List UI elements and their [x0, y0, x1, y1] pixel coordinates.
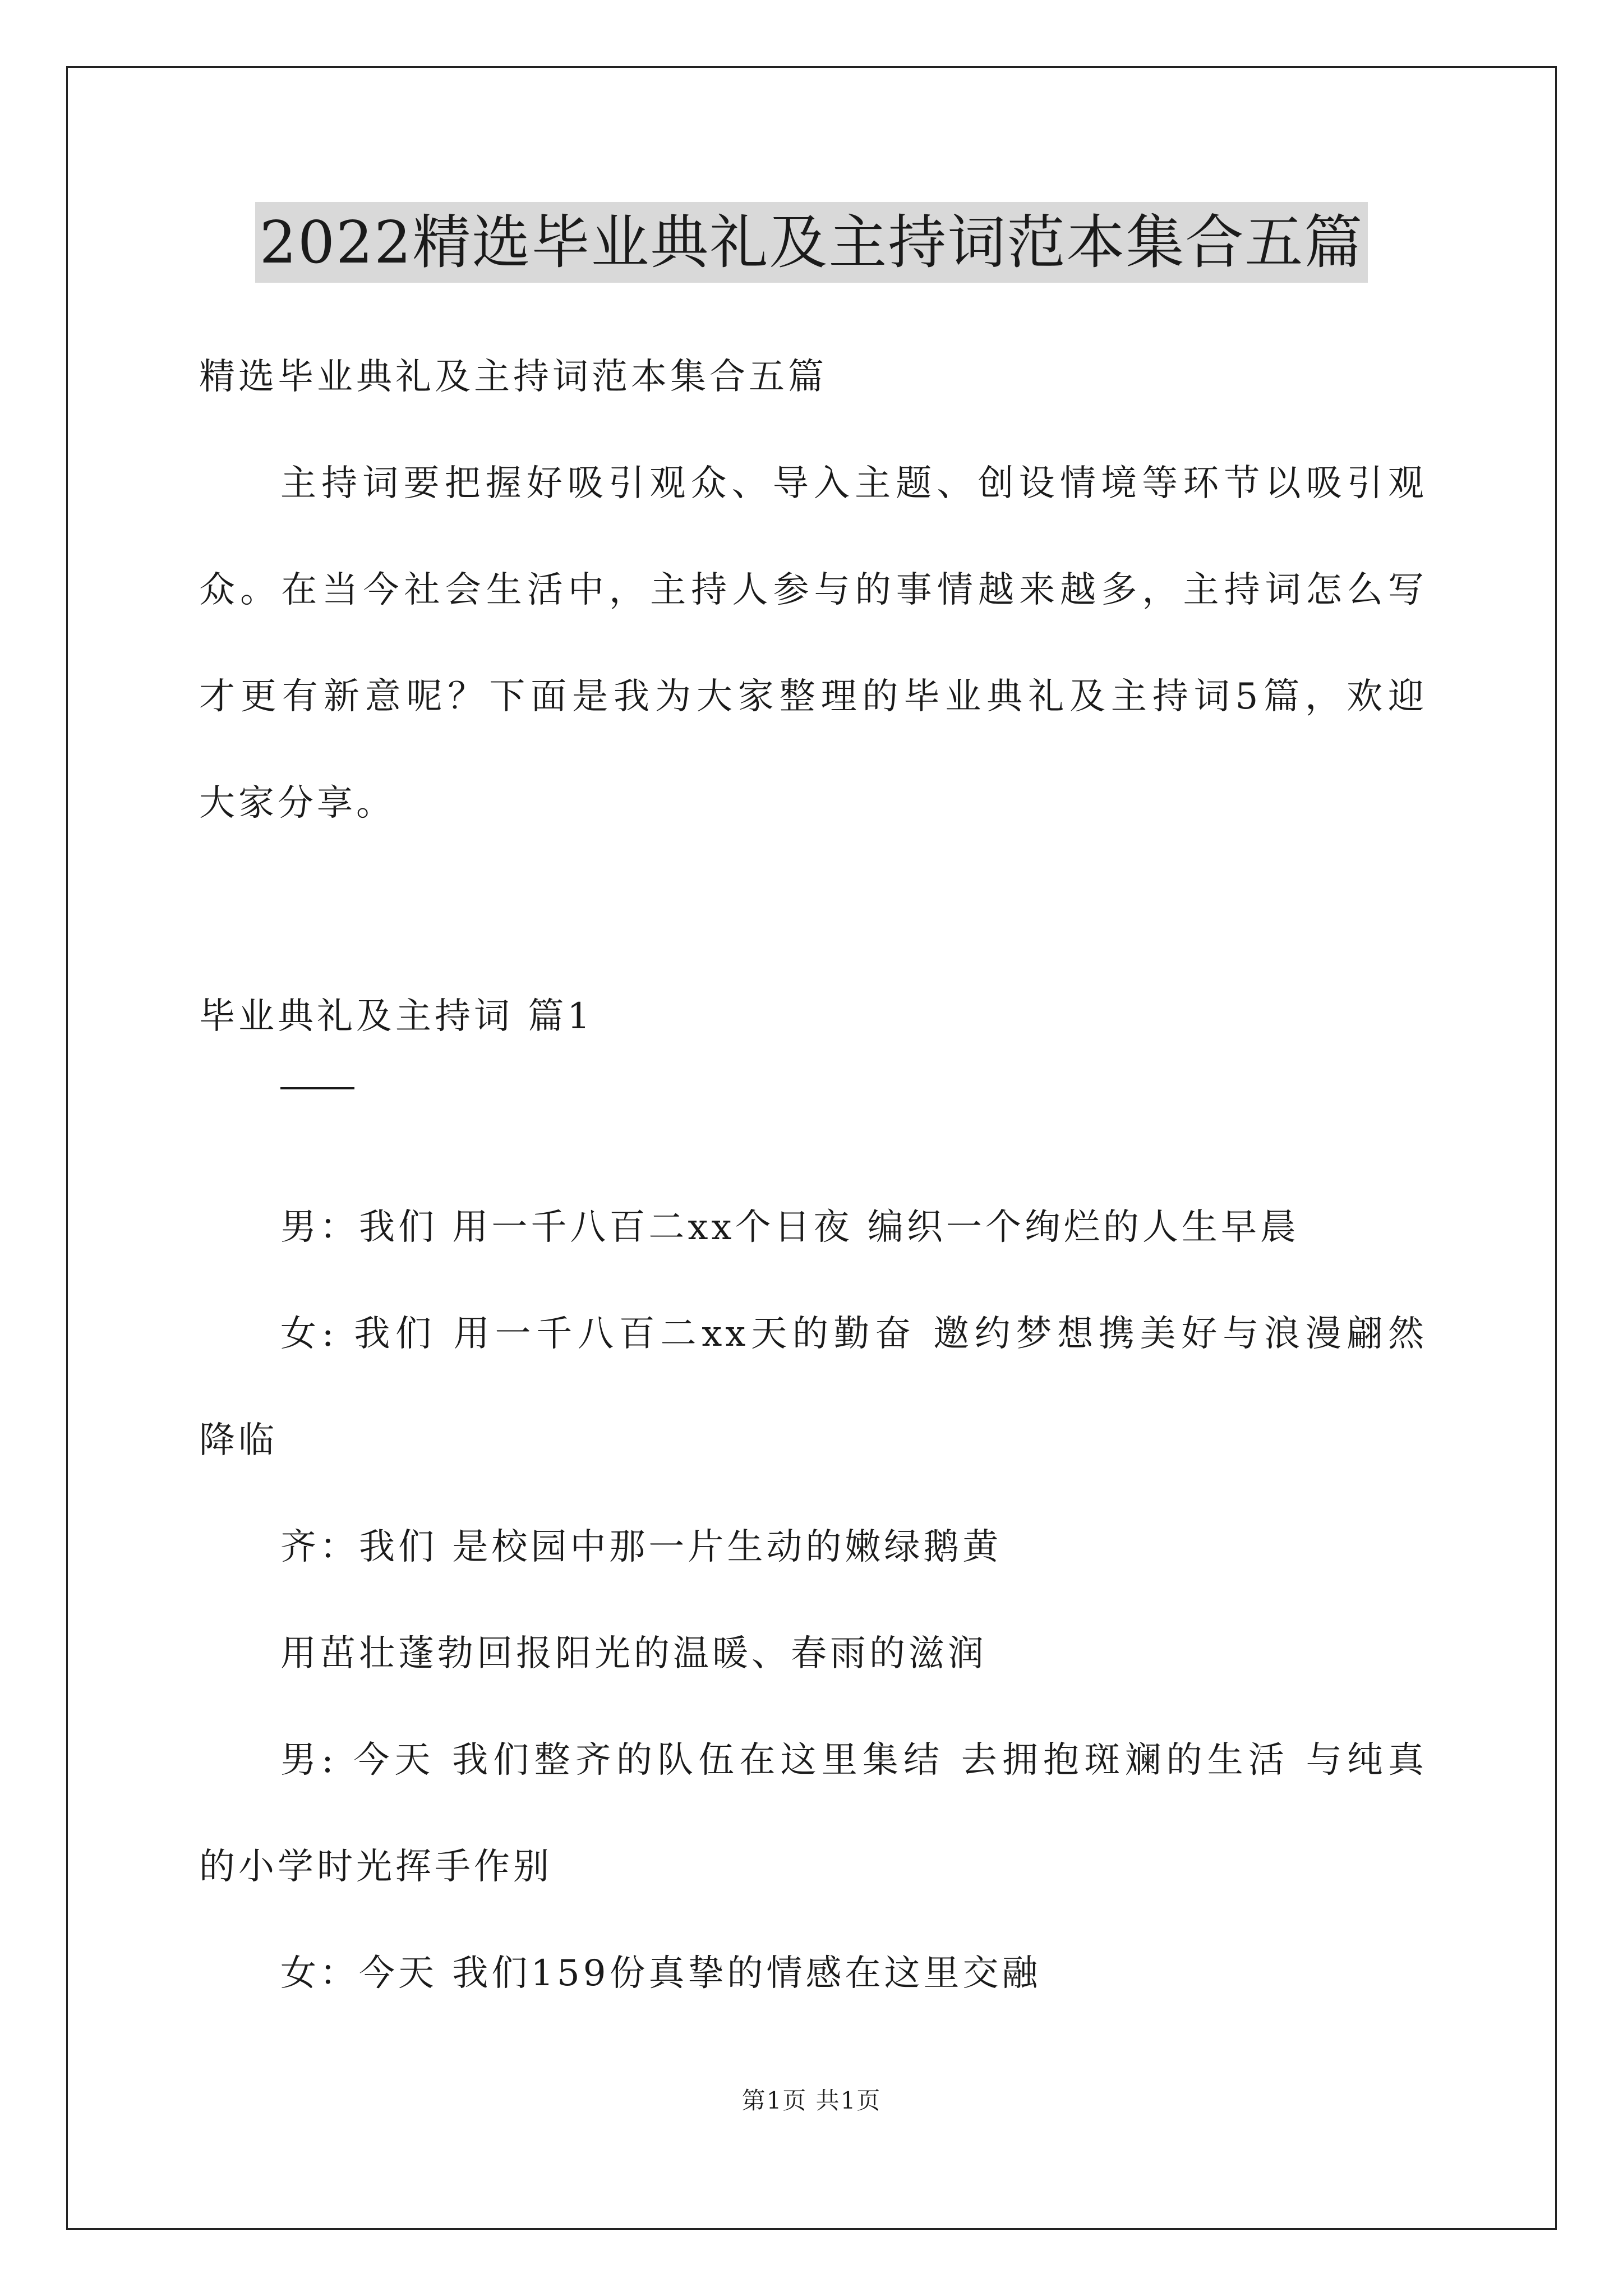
em-dash-separator [280, 1087, 354, 1089]
body-line-3: 降临 [199, 1420, 278, 1461]
page-footer: 第1页 共1页 [741, 2087, 882, 2114]
body-line-6: 男: 今天 我们整齐的队伍在这里集结 去拥抱斑斓的生活 与纯真 [280, 1740, 1427, 1781]
body-line-8: 女：今天 我们159份真挚的情感在这里交融 [280, 1953, 1041, 1994]
body-line-4: 齐：我们 是校园中那一片生动的嫩绿鹅黄 [280, 1526, 1002, 1568]
body-line-1: 男：我们 用一千八百二xx个日夜 编织一个绚烂的人生早晨 [280, 1207, 1299, 1248]
intro-line-4: 大家分享。 [199, 783, 395, 824]
title-container [0, 202, 1623, 283]
intro-line-3: 才更有新意呢？下面是我为大家整理的毕业典礼及主持词5篇，欢迎 [199, 676, 1427, 717]
body-line-2: 女: 我们 用一千八百二xx天的勤奋 邀约梦想携美好与浪漫翩然 [280, 1313, 1427, 1355]
body-line-5: 用茁壮蓬勃回报阳光的温暖、春雨的滋润 [280, 1633, 987, 1674]
body-line-7: 的小学时光挥手作别 [199, 1846, 552, 1888]
section-heading: 毕业典礼及主持词 篇1 [199, 996, 594, 1037]
intro-line-2: 众。在当今社会生活中，主持人参与的事情越来越多，主持词怎么写 [199, 569, 1427, 611]
intro-line-1: 主持词要把握好吸引观众、导入主题、创设情境等环节以吸引观 [280, 463, 1427, 504]
document-title: 2022精选毕业典礼及主持词范本集合五篇 [255, 202, 1368, 283]
document-subtitle: 精选毕业典礼及主持词范本集合五篇 [199, 356, 827, 398]
